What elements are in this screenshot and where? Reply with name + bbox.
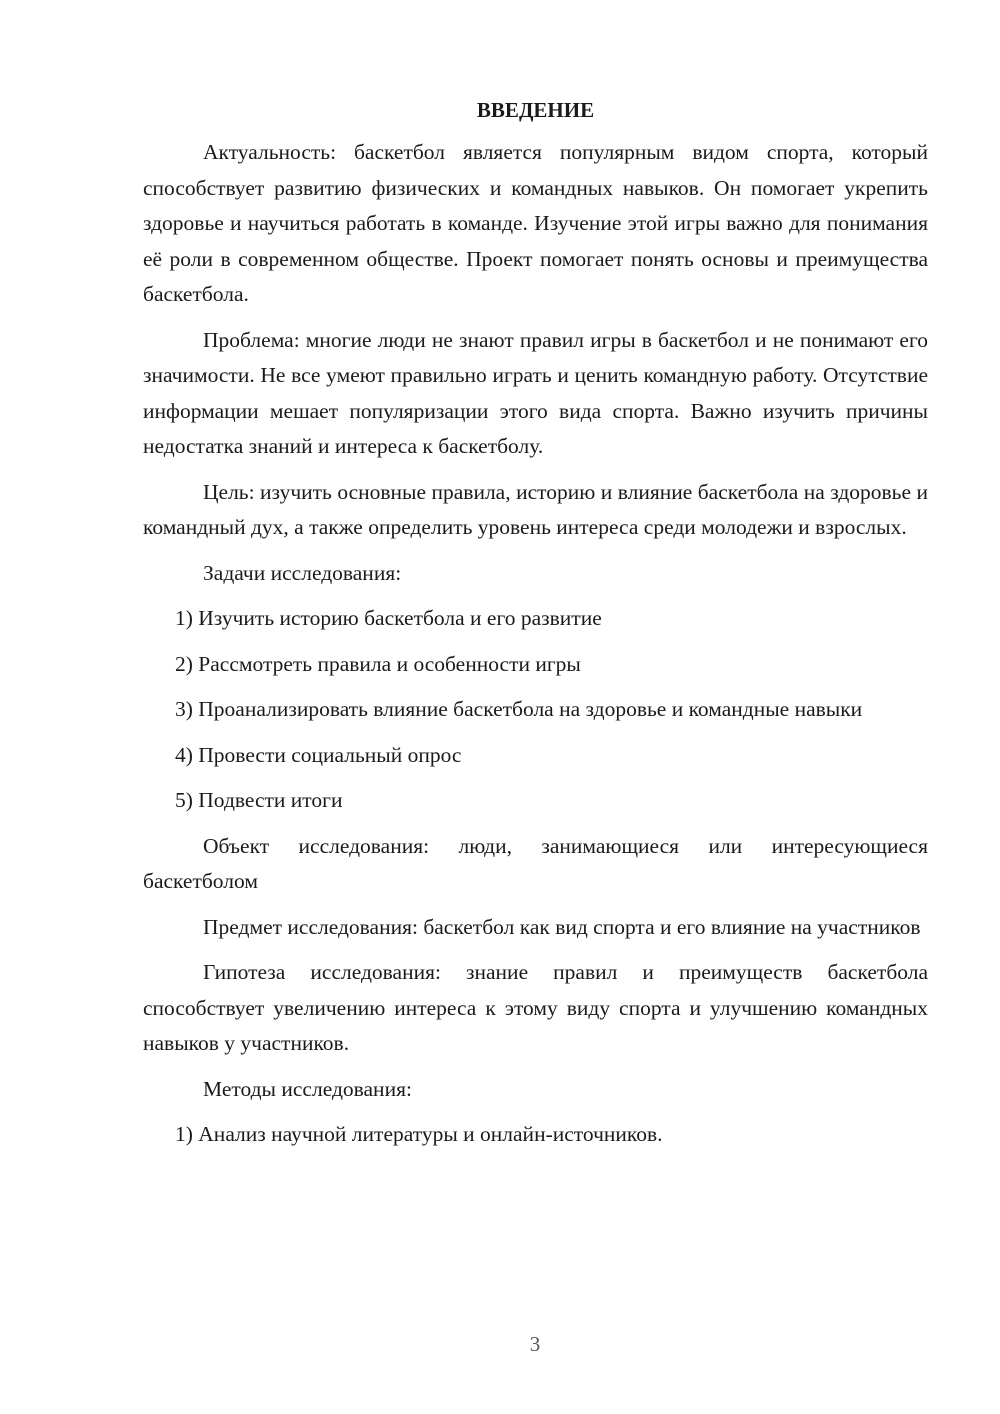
research-hypothesis-paragraph: Гипотеза исследования: знание правил и преимуществ баскетбола способствует увеличению интереса к этому виду спорта и улучшению командных навыков у участников.	[143, 960, 928, 1055]
task-item-1: 1) Изучить историю баскетбола и его развитие	[175, 606, 602, 630]
tasks-heading: Задачи исследования:	[203, 560, 402, 585]
page-number: 3	[529, 1332, 541, 1356]
task-item-2: 2) Рассмотреть правила и особенности игры	[175, 651, 581, 676]
document-page	[143, 95, 928, 1163]
method-item-1: 1) Анализ научной литературы и онлайн-источников.	[175, 1122, 663, 1146]
research-object-paragraph: Объект исследования: люди, занимающиеся или интересующиеся баскетболом	[143, 833, 928, 893]
methods-heading: Методы исследования:	[203, 1076, 412, 1101]
relevance-paragraph: Актуальность: баскетбол является популярным видом спорта, который способствует развитию физических и командных навыков. Он помогает укрепить здоровье и научиться работать в команде. Изучение этой игры важно для понимания её роли в современном обществе. Проект помогает понять основы и преимущества баскетбола.	[143, 140, 928, 306]
task-item-4: 4) Провести социальный опрос	[175, 742, 462, 767]
task-item-3: 3) Проанализировать влияние баскетбола на здоровье и командные навыки	[175, 697, 863, 721]
goal-paragraph: Цель: изучить основные правила, историю и влияние баскетбола на здоровье и командный дух, а также определить уровень интереса среди молодежи и взрослых.	[143, 479, 928, 539]
task-item-5: 5) Подвести итоги	[175, 788, 343, 812]
section-title: ВВЕДЕНИЕ	[476, 98, 595, 122]
problem-paragraph: Проблема: многие люди не знают правил игры в баскетбол и не понимают его значимости. Не все умеют правильно играть и ценить командную работу. Отсутствие информации мешает популяризации этого вида спорта. Важно изучить причины недостатка знаний и интереса к баскетболу.	[143, 327, 928, 458]
research-subject-paragraph: Предмет исследования: баскетбол как вид спорта и его влияние на участников	[203, 914, 921, 939]
